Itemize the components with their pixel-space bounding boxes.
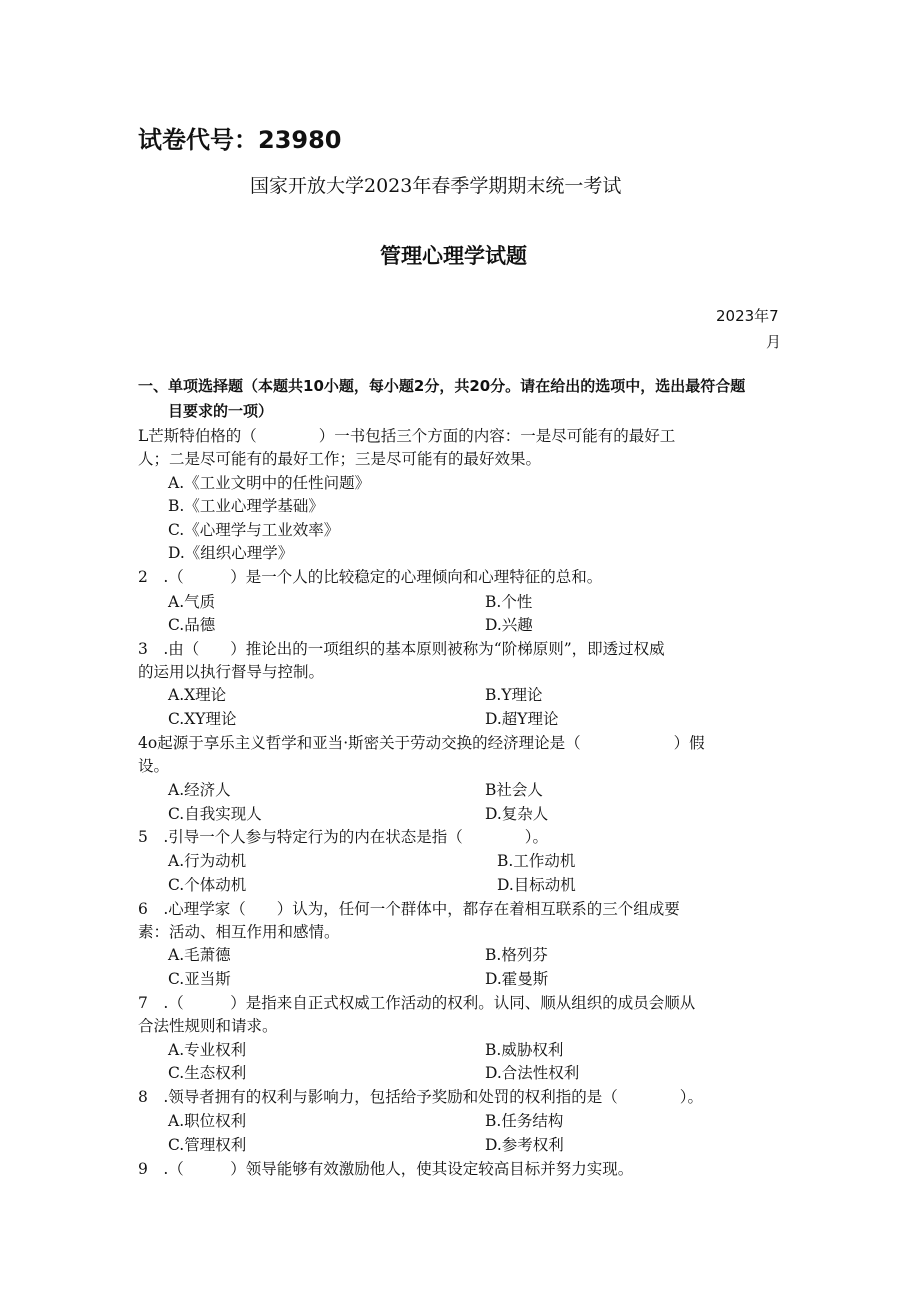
option-a: A.毛萧德 bbox=[168, 946, 231, 964]
section-title-line2: 目要求的一项） bbox=[168, 402, 274, 420]
question-stem: 素：活动、相互作用和感情。 bbox=[138, 923, 340, 941]
option-d: D.兴趣 bbox=[485, 616, 533, 634]
option-c: C.管理权利 bbox=[168, 1136, 247, 1154]
question-stem: 的运用以执行督导与控制。 bbox=[138, 663, 325, 681]
option-a: A.经济人 bbox=[168, 781, 231, 799]
option-b: B.《工业心理学基础》 bbox=[168, 497, 324, 515]
option-c: C.生态权利 bbox=[168, 1064, 247, 1082]
option-a: A.专业权利 bbox=[168, 1041, 247, 1059]
option-a: A.职位权利 bbox=[168, 1112, 247, 1130]
option-d: D.目标动机 bbox=[497, 876, 576, 894]
exam-title: 国家开放大学2023年春季学期期末统一考试 bbox=[250, 175, 622, 197]
option-a: A.行为动机 bbox=[168, 852, 247, 870]
exam-date-line1: 2023年7 bbox=[716, 307, 779, 325]
question-stem: L芒斯特伯格的（ ）一书包括三个方面的内容：一是尽可能有的最好工 bbox=[138, 427, 676, 445]
question-stem: 设。 bbox=[138, 757, 170, 775]
question-stem: 7 .（ ）是指来自正式权威工作活动的权利。认同、顺从组织的成员会顺从 bbox=[138, 994, 696, 1012]
question-stem: 9 .（ ）领导能够有效激励他人，使其设定较高目标并努力实现。 bbox=[138, 1160, 634, 1178]
exam-date-line2: 月 bbox=[766, 333, 782, 351]
option-c: C.亚当斯 bbox=[168, 970, 231, 988]
section-title-line1: 一、单项选择题（本题共10小题，每小题2分，共20分。请在给出的选项中，选出最符合题 bbox=[138, 377, 746, 395]
subject-title: 管理心理学试题 bbox=[380, 244, 527, 268]
option-d: D.《组织心理学》 bbox=[168, 544, 294, 562]
question-stem: 2 .（ ）是一个人的比较稳定的心理倾向和心理特征的总和。 bbox=[138, 568, 603, 586]
question-stem: 4o起源于享乐主义哲学和亚当·斯密关于劳动交换的经济理论是（ ）假 bbox=[138, 734, 705, 752]
option-a: A.气质 bbox=[168, 593, 216, 611]
option-d: D.复杂人 bbox=[485, 805, 549, 823]
option-c: C.自我实现人 bbox=[168, 805, 262, 823]
option-c: C.品德 bbox=[168, 616, 216, 634]
option-d: D.合法性权利 bbox=[485, 1064, 580, 1082]
option-b: B.Y理论 bbox=[485, 686, 543, 704]
question-stem: 人；二是尽可能有的最好工作；三是尽可能有的最好效果。 bbox=[138, 450, 542, 468]
option-b: B.工作动机 bbox=[497, 852, 576, 870]
question-stem: 6 .心理学家（ ）认为，任何一个群体中，都存在着相互联系的三个组成要 bbox=[138, 900, 680, 918]
option-b: B.格列芬 bbox=[485, 946, 548, 964]
option-c: C.个体动机 bbox=[168, 876, 247, 894]
option-b: B.个性 bbox=[485, 593, 533, 611]
paper-code: 试卷代号：23980 bbox=[138, 126, 342, 154]
option-b: B.任务结构 bbox=[485, 1112, 564, 1130]
option-c: C.XY理论 bbox=[168, 710, 237, 728]
question-stem: 5 .引导一个人参与特定行为的内在状态是指（ ）。 bbox=[138, 828, 549, 846]
option-d: D.参考权利 bbox=[485, 1136, 564, 1154]
question-stem: 3 .由（ ）推论出的一项组织的基本原则被称为“阶梯原则”，即透过权威 bbox=[138, 640, 665, 658]
option-b: B.威胁权利 bbox=[485, 1041, 564, 1059]
option-a: A.《工业文明中的任性问题》 bbox=[168, 474, 371, 492]
option-b: B社会人 bbox=[485, 781, 543, 799]
option-c: C.《心理学与工业效率》 bbox=[168, 521, 340, 539]
question-stem: 8 .领导者拥有的权利与影响力，包括给予奖励和处罚的权利指的是（ ）。 bbox=[138, 1088, 704, 1106]
option-a: A.X理论 bbox=[168, 686, 227, 704]
option-d: D.霍曼斯 bbox=[485, 970, 549, 988]
option-d: D.超Y理论 bbox=[485, 710, 559, 728]
question-stem: 合法性规则和请求。 bbox=[138, 1017, 278, 1035]
